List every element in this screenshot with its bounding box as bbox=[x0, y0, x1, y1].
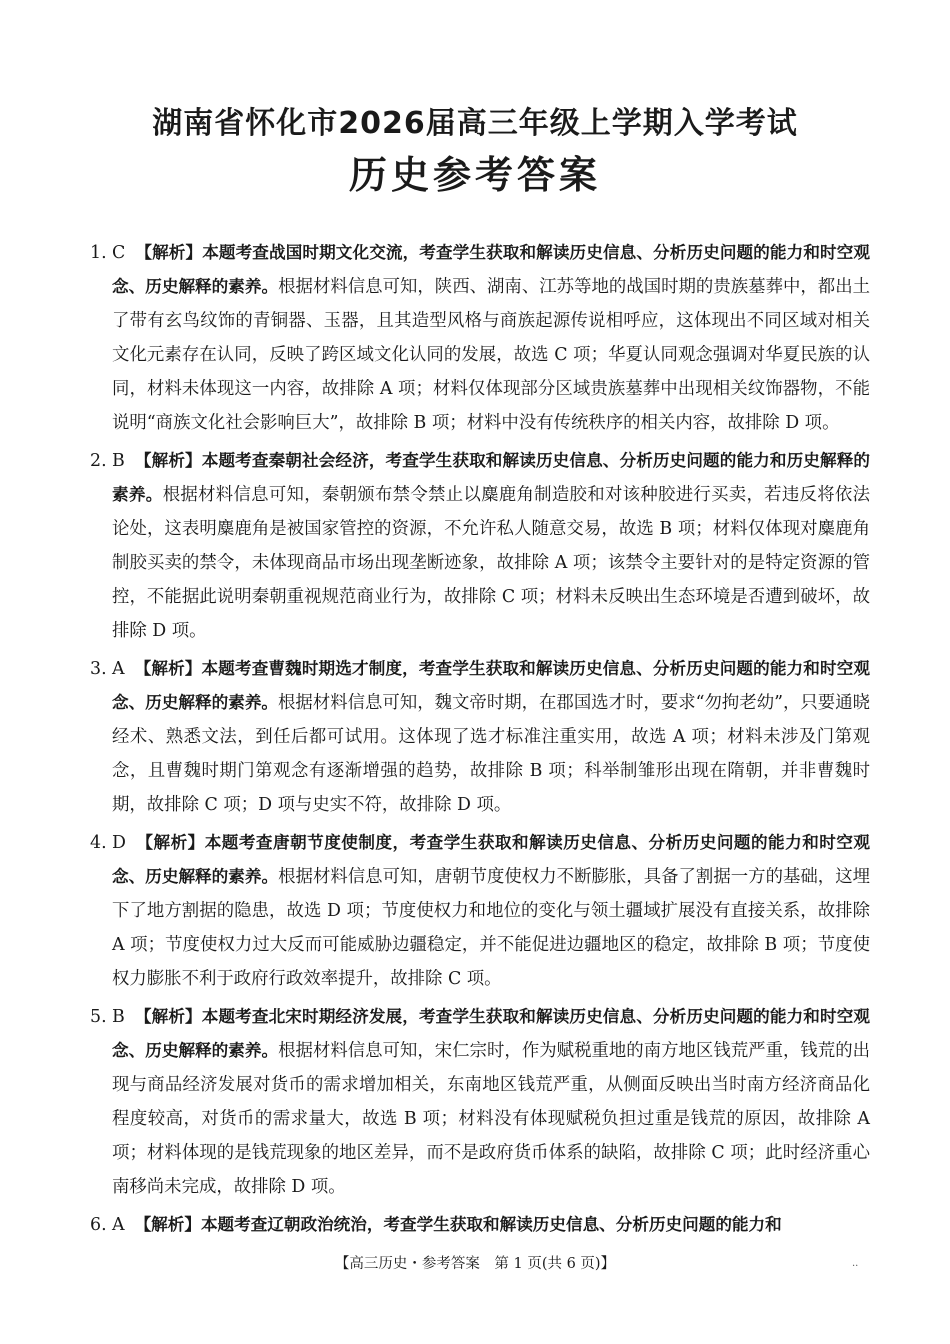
analysis-focus: 本题考查战国时期文化交流，考查学生获取和解读历史信息、分析历史问题的能力和时空观念、历史解释的素养。 bbox=[112, 243, 871, 296]
answer-letter: B bbox=[112, 1007, 125, 1027]
answer-item-4 bbox=[90, 826, 870, 996]
analysis-body: 根据材料信息可知，陕西、湖南、江苏等地的战国时期的贵族墓葬中，都出土了带有玄鸟纹饰的青铜器、玉器，且其造型风格与商族起源传说相呼应，这体现出不同区域对相关文化元素存在认同，反映了跨区域文化认同的发展，故选 C 项；华夏认同观念强调对华夏民族的认同，材料未体现这一内容，故排除 A 项；材料仅体现部分区域贵族墓葬中出现相关纹饰器物，不能说明“商族文化社会影响巨大”，故排除 B 项；材料中没有传统秩序的相关内容，故排除 D 项。 bbox=[112, 277, 870, 433]
analysis-focus: 本题考查秦朝社会经济，考查学生获取和解读历史信息、分析历史问题的能力和历史解释的素养。 bbox=[112, 451, 871, 504]
analysis-focus: 本题考查曹魏时期选才制度，考查学生获取和解读历史信息、分析历史问题的能力和时空观念、历史解释的素养。 bbox=[112, 659, 871, 712]
answer-letter: B bbox=[112, 451, 125, 471]
question-number: 6. bbox=[90, 1215, 107, 1235]
analysis-body: 根据材料信息可知，宋仁宗时，作为赋税重地的南方地区钱荒严重，钱荒的出现与商品经济发展对货币的需求增加相关，东南地区钱荒严重，从侧面反映出当时南方经济商品化程度较高，对货币的需求量大，故选 B 项；材料没有体现赋税负担过重是钱荒的原因，故排除 A 项；材料体现的是钱荒现象的地区差异，而不是政府货币体系的缺陷，故排除 C 项；此时经济重心南移尚未完成，故排除 D 项。 bbox=[112, 1041, 870, 1197]
question-number: 1. bbox=[90, 243, 107, 263]
analysis-label: 【解析】 bbox=[135, 243, 203, 262]
answer-item-2 bbox=[90, 444, 870, 648]
analysis-focus: 本题考查北宋时期经济发展，考查学生获取和解读历史信息、分析历史问题的能力和时空观念、历史解释的素养。 bbox=[112, 1007, 871, 1060]
answer-letter: A bbox=[112, 1215, 125, 1235]
document-title: 湖南省怀化市2026届高三年级上学期入学考试 bbox=[152, 106, 798, 141]
answer-list bbox=[90, 236, 870, 1246]
analysis-label: 【解析】 bbox=[134, 451, 202, 470]
page-footer: 【高三历史・参考答案 第 1 页(共 6 页)】 bbox=[334, 1256, 616, 1272]
answer-letter: A bbox=[112, 659, 125, 679]
analysis-label: 【解析】 bbox=[134, 1007, 202, 1026]
analysis-label: 【解析】 bbox=[135, 833, 205, 852]
analysis-body: 根据材料信息可知，秦朝颁布禁令禁止以麋鹿角制造胶和对该种胶进行买卖，若违反将依法论处，这表明麋鹿角是被国家管控的资源，不允许私人随意交易，故选 B 项；材料仅体现对麋鹿角制胶买卖的禁令，未体现商品市场出现垄断迹象，故排除 A 项；该禁令主要针对的是特定资源的管控，不能据此说明秦朝重视规范商业行为，故排除 C 项；材料未反映出生态环境是否遭到破坏，故排除 D 项。 bbox=[112, 485, 870, 641]
answer-letter: C bbox=[112, 243, 126, 263]
analysis-body: 根据材料信息可知，唐朝节度使权力不断膨胀，具备了割据一方的基础，这埋下了地方割据的隐患，故选 D 项；节度使权力和地位的变化与领土疆域扩展没有直接关系，故排除 A 项；节度使权力过大反而可能威胁边疆稳定，并不能促进边疆地区的稳定，故排除 B 项；节度使权力膨胀不利于政府行政效率提升，故排除 C 项。 bbox=[112, 867, 870, 989]
analysis-body: 根据材料信息可知，魏文帝时期，在郡国选才时，要求“勿拘老幼”，只要通晓经术、熟悉文法，到任后都可试用。这体现了选才标准注重实用，故选 A 项；材料未涉及门第观念，且曹魏时期门第观念有逐渐增强的趋势，故排除 B 项；科举制雏形出现在隋朝，并非曹魏时期，故排除 C 项；D 项与史实不符，故排除 D 项。 bbox=[112, 693, 870, 815]
answer-item-5 bbox=[90, 1000, 870, 1204]
question-number: 3. bbox=[90, 659, 107, 679]
question-number: 2. bbox=[90, 451, 107, 471]
analysis-label: 【解析】 bbox=[134, 659, 202, 678]
question-number: 5. bbox=[90, 1007, 107, 1027]
footer-mark: .. bbox=[852, 1258, 859, 1269]
analysis-label: 【解析】 bbox=[134, 1215, 201, 1234]
answer-item-1 bbox=[90, 236, 870, 440]
question-number: 4. bbox=[90, 833, 107, 853]
answer-item-6 bbox=[90, 1208, 870, 1242]
answer-letter: D bbox=[112, 833, 126, 853]
analysis-focus: 本题考查唐朝节度使制度，考查学生获取和解读历史信息、分析历史问题的能力和时空观念、历史解释的素养。 bbox=[112, 833, 871, 886]
document-subtitle: 历史参考答案 bbox=[348, 153, 601, 197]
answer-item-3 bbox=[90, 652, 870, 822]
analysis-focus: 本题考查辽朝政治统治，考查学生获取和解读历史信息、分析历史问题的能力和 bbox=[200, 1215, 782, 1234]
